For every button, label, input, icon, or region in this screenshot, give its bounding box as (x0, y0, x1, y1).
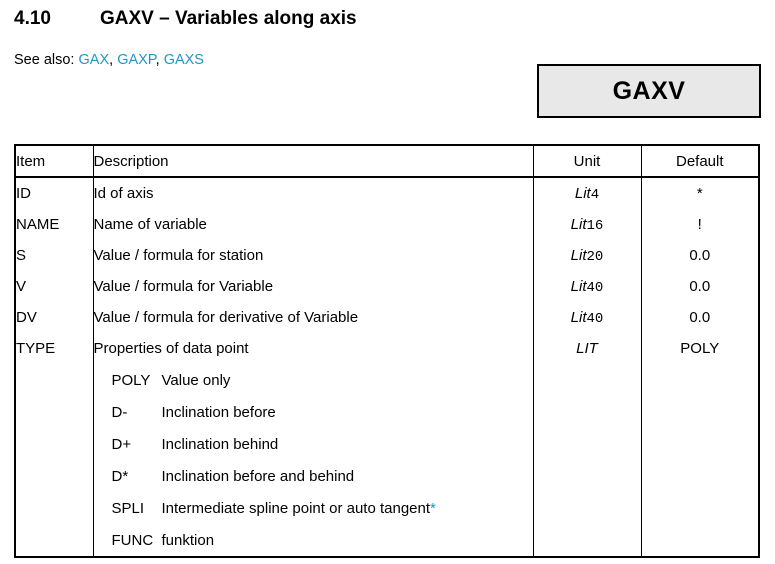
row-item: V (15, 271, 93, 302)
unit-type: LIT (576, 339, 598, 357)
row-default: * (696, 185, 703, 202)
subrow-default (641, 492, 759, 524)
unit-type: Lit (570, 215, 587, 233)
subrow-description (93, 428, 533, 460)
row-description: Value / formula for Variable (93, 271, 533, 302)
subrow-default (641, 460, 759, 492)
row-item: TYPE (15, 333, 93, 364)
unit-length: 16 (586, 217, 604, 234)
subrow-key: SPLI (111, 499, 145, 517)
subrow-text: Inclination before (161, 403, 276, 421)
subrow-description (93, 524, 533, 557)
subrow-text: Inclination before and behind (161, 467, 355, 485)
row-default: 0.0 (689, 247, 711, 264)
subrow-description (93, 460, 533, 492)
see-also-link-gaxs[interactable]: GAXS (163, 52, 204, 68)
row-description: Value / formula for station (93, 240, 533, 271)
table-subrow (15, 524, 759, 557)
specification-table (14, 144, 760, 558)
table-header-row (15, 145, 759, 177)
row-default: 0.0 (689, 278, 711, 295)
subrow-item (15, 492, 93, 524)
row-unit (533, 240, 641, 271)
subrow-text: funktion (161, 531, 215, 549)
column-header-description: Description (93, 145, 533, 177)
column-header-item: Item (15, 145, 93, 177)
unit-type: Lit (570, 277, 587, 295)
row-description: Properties of data point (93, 333, 533, 364)
unit-type: Lit (570, 246, 587, 264)
row-default: POLY (680, 340, 720, 357)
row-unit (533, 302, 641, 333)
subrow-description (93, 364, 533, 396)
subrow-key: POLY (111, 371, 151, 389)
row-description: Name of variable (93, 209, 533, 240)
row-item: ID (15, 177, 93, 209)
command-name-box (537, 64, 761, 118)
subrow-unit (533, 524, 641, 557)
subrow-default (641, 396, 759, 428)
table-subrow (15, 364, 759, 396)
table-subrow (15, 396, 759, 428)
subrow-key: D- (111, 403, 128, 421)
see-also-label: See also: (14, 52, 79, 68)
table-subrow (15, 428, 759, 460)
row-unit (533, 177, 641, 209)
unit-type: Lit (574, 184, 591, 202)
see-also-link-gax[interactable]: GAX (78, 52, 110, 68)
subrow-item (15, 428, 93, 460)
section-title: GAXV – Variables along axis (100, 8, 357, 29)
row-unit (533, 209, 641, 240)
subrow-description (93, 396, 533, 428)
command-name-label: GAXV (612, 76, 686, 105)
footnote-marker: * (430, 499, 436, 517)
subrow-unit (533, 492, 641, 524)
unit-type: Lit (570, 308, 587, 326)
subrow-text: Inclination behind (161, 435, 279, 453)
table-row (15, 240, 759, 271)
row-unit (533, 271, 641, 302)
column-header-default: Default (641, 145, 759, 177)
unit-length: 40 (586, 279, 604, 296)
unit-length: 20 (586, 248, 604, 265)
table-subrow (15, 460, 759, 492)
table-row (15, 302, 759, 333)
subrow-unit (533, 364, 641, 396)
column-header-unit: Unit (533, 145, 641, 177)
table-row (15, 333, 759, 364)
see-also-separator-2: , (155, 52, 164, 68)
section-number: 4.10 (14, 8, 51, 29)
subrow-item (15, 396, 93, 428)
subrow-default (641, 524, 759, 557)
subrow-key: D* (111, 467, 129, 485)
row-item: NAME (15, 209, 93, 240)
table-row (15, 271, 759, 302)
subrow-unit (533, 428, 641, 460)
subrow-unit (533, 396, 641, 428)
subrow-text: Intermediate spline point or auto tangent (161, 499, 431, 517)
see-also-link-gaxp[interactable]: GAXP (117, 52, 156, 68)
row-description: Value / formula for derivative of Variable (93, 302, 533, 333)
subrow-default (641, 364, 759, 396)
subrow-description (93, 492, 533, 524)
subrow-item (15, 460, 93, 492)
subrow-key: FUNC (111, 531, 154, 549)
subrow-default (641, 428, 759, 460)
row-item: DV (15, 302, 93, 333)
document-page (0, 8, 775, 564)
unit-length: 4 (590, 186, 600, 203)
section-heading (14, 8, 761, 30)
see-also-separator-1: , (109, 52, 118, 68)
row-default: ! (697, 216, 702, 233)
table-row (15, 177, 759, 209)
row-unit (533, 333, 641, 364)
table-subrow (15, 492, 759, 524)
subrow-item (15, 364, 93, 396)
row-default: 0.0 (689, 309, 711, 326)
table-row (15, 209, 759, 240)
subrow-unit (533, 460, 641, 492)
row-description: Id of axis (93, 177, 533, 209)
unit-length: 40 (586, 310, 604, 327)
row-item: S (15, 240, 93, 271)
subrow-text: Value only (161, 371, 231, 389)
subrow-item (15, 524, 93, 557)
subrow-key: D+ (111, 435, 132, 453)
